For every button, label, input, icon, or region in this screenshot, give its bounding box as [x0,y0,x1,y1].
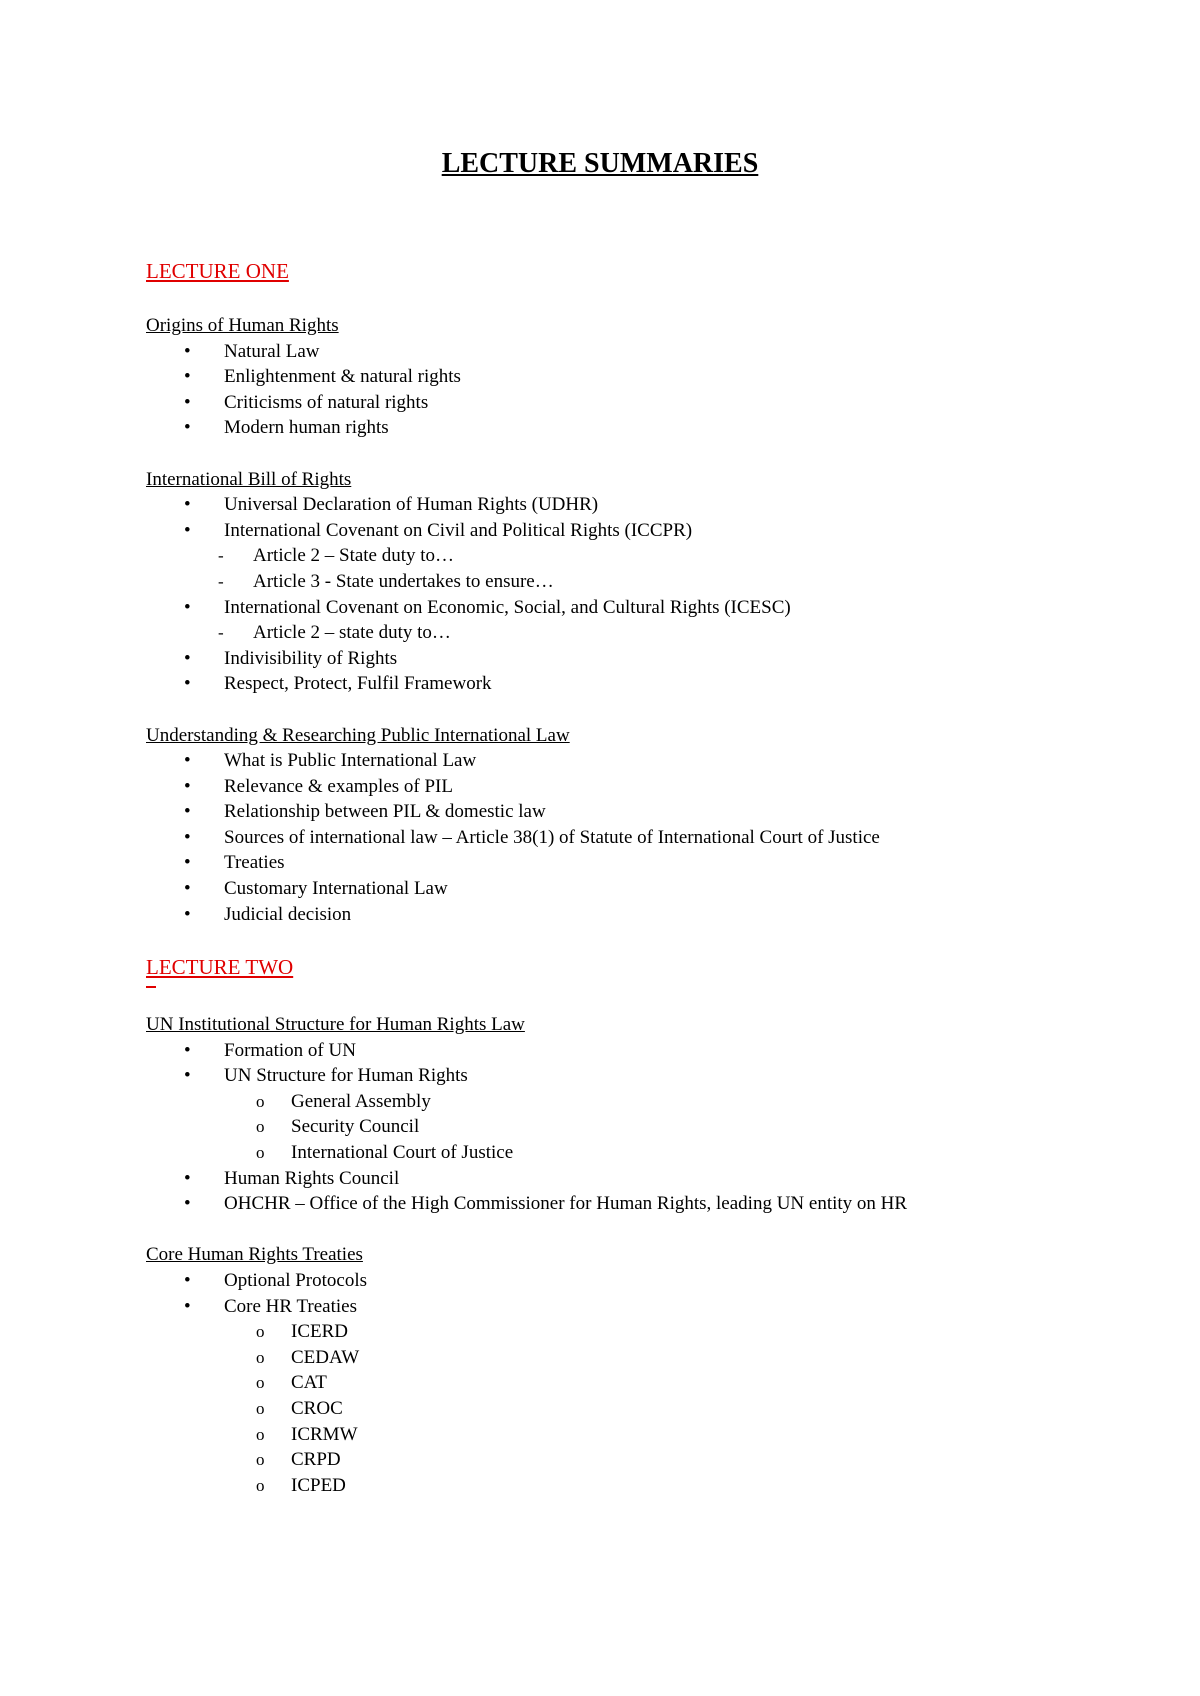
bullet-icon: • [184,673,191,695]
list-item-text: Relevance & examples of PIL [224,775,453,797]
list-item-text: Respect, Protect, Fulfil Framework [224,673,492,695]
list-item-text: International Covenant on Civil and Political Rights (ICCPR) [224,519,693,541]
list-item-text: Article 2 – state duty to… [253,622,451,644]
dash-icon: - [218,546,224,566]
list-item [146,518,1166,544]
sub-list-item [146,1422,1166,1448]
circle-bullet-icon: o [256,1450,265,1470]
list-item [146,1191,1166,1217]
sub-list-item [146,620,1166,646]
list-item-text: Security Council [291,1116,420,1138]
list-item-text: CROC [291,1397,343,1419]
list-item-text: Formation of UN [224,1039,356,1061]
list-item [146,415,1166,441]
bullet-icon: • [184,852,191,874]
sub-list-item [146,1447,1166,1473]
list-item-text: Customary International Law [224,878,448,900]
list-item [146,774,1166,800]
list-item [146,876,1166,902]
list-item-text: International Court of Justice [291,1141,514,1163]
list-item-text: Natural Law [224,340,320,362]
list-item [146,850,1166,876]
sub-list-item [146,1396,1166,1422]
list-item-text: Modern human rights [224,417,389,439]
circle-bullet-icon: o [256,1398,265,1418]
sub-list-item [146,569,1166,595]
list-item [146,902,1166,928]
list-item [146,1063,1166,1089]
bullet-icon: • [184,1065,191,1087]
bullet-icon: • [184,1295,191,1317]
bullet-icon: • [184,494,191,516]
list-item-text: What is Public International Law [224,750,477,772]
circle-bullet-icon: o [256,1142,265,1162]
dash-icon: - [218,623,224,643]
sub-list-item [146,543,1166,569]
list-item [146,595,1166,621]
list-item [146,799,1166,825]
bullet-icon: • [184,417,191,439]
circle-bullet-icon: o [256,1322,265,1342]
bullet-icon: • [184,775,191,797]
dash-icon: - [218,571,224,591]
bullet-icon: • [184,1039,191,1061]
list-item-text: Criticisms of natural rights [224,391,429,413]
list-item-text: CEDAW [291,1346,360,1368]
list-item-text: OHCHR – Office of the High Commissioner for Human Rights, leading UN entity on HR [224,1193,908,1215]
bullet-icon: • [184,826,191,848]
list-item [146,1038,1166,1064]
bullet-icon: • [184,801,191,823]
list-item-text: Optional Protocols [224,1269,368,1291]
list-item-text: UN Structure for Human Rights [224,1065,468,1087]
bullet-icon: • [184,340,191,362]
list-item [146,339,1166,365]
list-item [146,646,1166,672]
bullet-icon: • [184,903,191,925]
list-item-text: Article 3 - State undertakes to ensure… [253,570,554,592]
list-item [146,390,1166,416]
bullet-icon: • [184,366,191,388]
list-item [146,1294,1166,1320]
bullet-icon: • [184,1193,191,1215]
list-item [146,1166,1166,1192]
lecture-one-heading: LECTURE ONE [146,259,289,283]
section-heading: Understanding & Researching Public International Law [146,724,570,746]
spacer [146,1217,1166,1243]
sub-list-item [146,1140,1166,1166]
section-heading: International Bill of Rights [146,468,352,490]
sub-list-item [146,1370,1166,1396]
list-item [146,825,1166,851]
spacer [146,697,1166,723]
section-heading: Core Human Rights Treaties [146,1244,363,1266]
list-item-text: Indivisibility of Rights [224,647,398,669]
circle-bullet-icon: o [256,1347,265,1367]
sub-list-item [146,1345,1166,1371]
list-item-text: ICERD [291,1321,348,1343]
list-item-text: CAT [291,1372,327,1394]
lecture-two-content [146,1012,1166,1498]
list-item-text: General Assembly [291,1090,431,1112]
list-item-text: CRPD [291,1449,341,1471]
bullet-icon: • [184,878,191,900]
circle-bullet-icon: o [256,1424,265,1444]
list-item-text: Article 2 – State duty to… [253,545,455,567]
list-item-text: Human Rights Council [224,1167,400,1189]
sub-list-item [146,1319,1166,1345]
list-item [146,671,1166,697]
circle-bullet-icon: o [256,1117,265,1137]
list-item-text: Core HR Treaties [224,1295,357,1317]
list-item [146,1268,1166,1294]
lecture-two-heading: LECTURE TWO [146,955,294,979]
list-item-text: Enlightenment & natural rights [224,366,461,388]
list-item-text: Relationship between PIL & domestic law [224,801,546,823]
bullet-icon: • [184,519,191,541]
bullet-icon: • [184,391,191,413]
bullet-icon: • [184,1269,191,1291]
bullet-icon: • [184,647,191,669]
circle-bullet-icon: o [256,1373,265,1393]
bullet-icon: • [184,596,191,618]
sub-list-item [146,1089,1166,1115]
section-heading: UN Institutional Structure for Human Rights Law [146,1014,525,1035]
section-heading: Origins of Human Rights [146,315,339,336]
list-item [146,748,1166,774]
sub-list-item [146,1114,1166,1140]
bullet-icon: • [184,1167,191,1189]
bullet-icon: • [184,750,191,772]
list-item-text: Universal Declaration of Human Rights (UDHR) [224,494,599,516]
list-item-text: Treaties [224,852,285,874]
list-item [146,492,1166,518]
list-item-text: Sources of international law – Article 38(1) of Statute of International Court of Justice [224,826,880,848]
list-item-text: ICPED [291,1474,346,1496]
spacer [146,441,1166,467]
list-item-text: International Covenant on Economic, Social, and Cultural Rights (ICESC) [224,596,791,618]
sub-list-item [146,1473,1166,1499]
circle-bullet-icon: o [256,1091,265,1111]
list-item [146,364,1166,390]
circle-bullet-icon: o [256,1475,265,1495]
list-item-text: ICRMW [291,1423,358,1445]
lecture-one-content [146,313,1166,927]
underscore-mark [146,986,156,988]
list-item-text: Judicial decision [224,903,352,925]
document-title: LECTURE SUMMARIES [441,148,759,179]
